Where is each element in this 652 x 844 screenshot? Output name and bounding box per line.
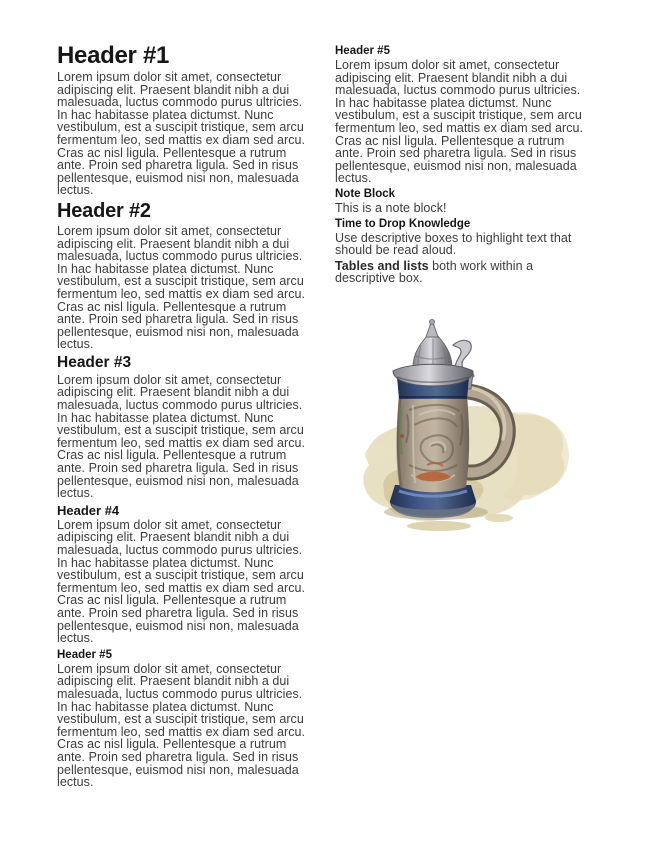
heading-5: Header #5 — [335, 45, 390, 57]
section-header-1 — [57, 42, 310, 197]
section-header-2 — [57, 200, 310, 351]
tables-lists-text — [335, 260, 591, 285]
lorem-paragraph: Lorem ipsum dolor sit amet, consectetur adipiscing elit. Praesent blandit nibh a dui malesuada, luctus commodo purus ultricies. In hac habitasse platea dictumst. Nunc vestibulum, est a suscipit tristique, sem arcu fermentum leo, sed mattis ex diam sed arcu. Cras ac nisl ligula. Pellentesque a rutrum ante. Proin sed pharetra ligula. Sed in risus pellentesque, euismod nisi non, malesuada lectus. — [335, 58, 584, 186]
knowledge-text: Use descriptive boxes to highlight text that should be read aloud. — [335, 230, 572, 258]
tables-lists-bold: Tables and lists — [335, 258, 429, 273]
left-column — [57, 42, 310, 844]
stein-body — [397, 395, 469, 492]
heading-3: Header #3 — [57, 353, 132, 371]
knowledge-label: Time to Drop Knowledge — [335, 217, 471, 230]
lorem-paragraph: Lorem ipsum dolor sit amet, consectetur adipiscing elit. Praesent blandit nibh a dui malesuada, luctus commodo purus ultricies. In hac habitasse platea dictumst. Nunc vestibulum, est a suscipit tristique, sem arcu fermentum leo, sed mattis ex diam sed arcu. Cras ac nisl ligula. Pellentesque a rutrum ante. Proin sed pharetra ligula. Sed in risus pellentesque, euismod nisi non, malesuada lectus. — [57, 517, 306, 646]
section-header-5 — [57, 648, 310, 789]
note-block-label: Note Block — [335, 187, 396, 200]
section-header-5-right — [335, 44, 591, 185]
beer-stein-illustration — [339, 315, 584, 535]
section-header-3 — [57, 354, 310, 500]
note-block-text: This is a note block! — [335, 200, 447, 215]
lorem-paragraph: Lorem ipsum dolor sit amet, consectetur adipiscing elit. Praesent blandit nibh a dui malesuada, luctus commodo purus ultricies. In hac habitasse platea dictumst. Nunc vestibulum, est a suscipit tristique, sem arcu fermentum leo, sed mattis ex diam sed arcu. Cras ac nisl ligula. Pellentesque a rutrum ante. Proin sed pharetra ligula. Sed in risus pellentesque, euismod nisi non, malesuada lectus. — [57, 70, 306, 198]
heading-4: Header #4 — [57, 502, 120, 518]
section-header-4 — [57, 503, 310, 645]
heading-2: Header #2 — [57, 199, 151, 222]
lorem-paragraph: Lorem ipsum dolor sit amet, consectetur adipiscing elit. Praesent blandit nibh a dui malesuada, luctus commodo purus ultricies. In hac habitasse platea dictumst. Nunc vestibulum, est a suscipit tristique, sem arcu fermentum leo, sed mattis ex diam sed arcu. Cras ac nisl ligula. Pellentesque a rutrum ante. Proin sed pharetra ligula. Sed in risus pellentesque, euismod nisi non, malesuada lectus. — [57, 661, 306, 790]
lorem-paragraph: Lorem ipsum dolor sit amet, consectetur adipiscing elit. Praesent blandit nibh a dui malesuada, luctus commodo purus ultricies. In hac habitasse platea dictumst. Nunc vestibulum, est a suscipit tristique, sem arcu fermentum leo, sed mattis ex diam sed arcu. Cras ac nisl ligula. Pellentesque a rutrum ante. Proin sed pharetra ligula. Sed in risus pellentesque, euismod nisi non, malesuada lectus. — [57, 223, 306, 352]
heading-5: Header #5 — [57, 648, 112, 661]
right-column — [335, 42, 591, 844]
beer-stein-svg — [339, 315, 584, 535]
tables-lists-rest: both work within a descriptive box. — [335, 258, 534, 286]
heading-1: Header #1 — [57, 42, 170, 69]
lorem-paragraph: Lorem ipsum dolor sit amet, consectetur adipiscing elit. Praesent blandit nibh a dui malesuada, luctus commodo purus ultricies. In hac habitasse platea dictumst. Nunc vestibulum, est a suscipit tristique, sem arcu fermentum leo, sed mattis ex diam sed arcu. Cras ac nisl ligula. Pellentesque a rutrum ante. Proin sed pharetra ligula. Sed in risus pellentesque, euismod nisi non, malesuada lectus. — [57, 372, 306, 501]
